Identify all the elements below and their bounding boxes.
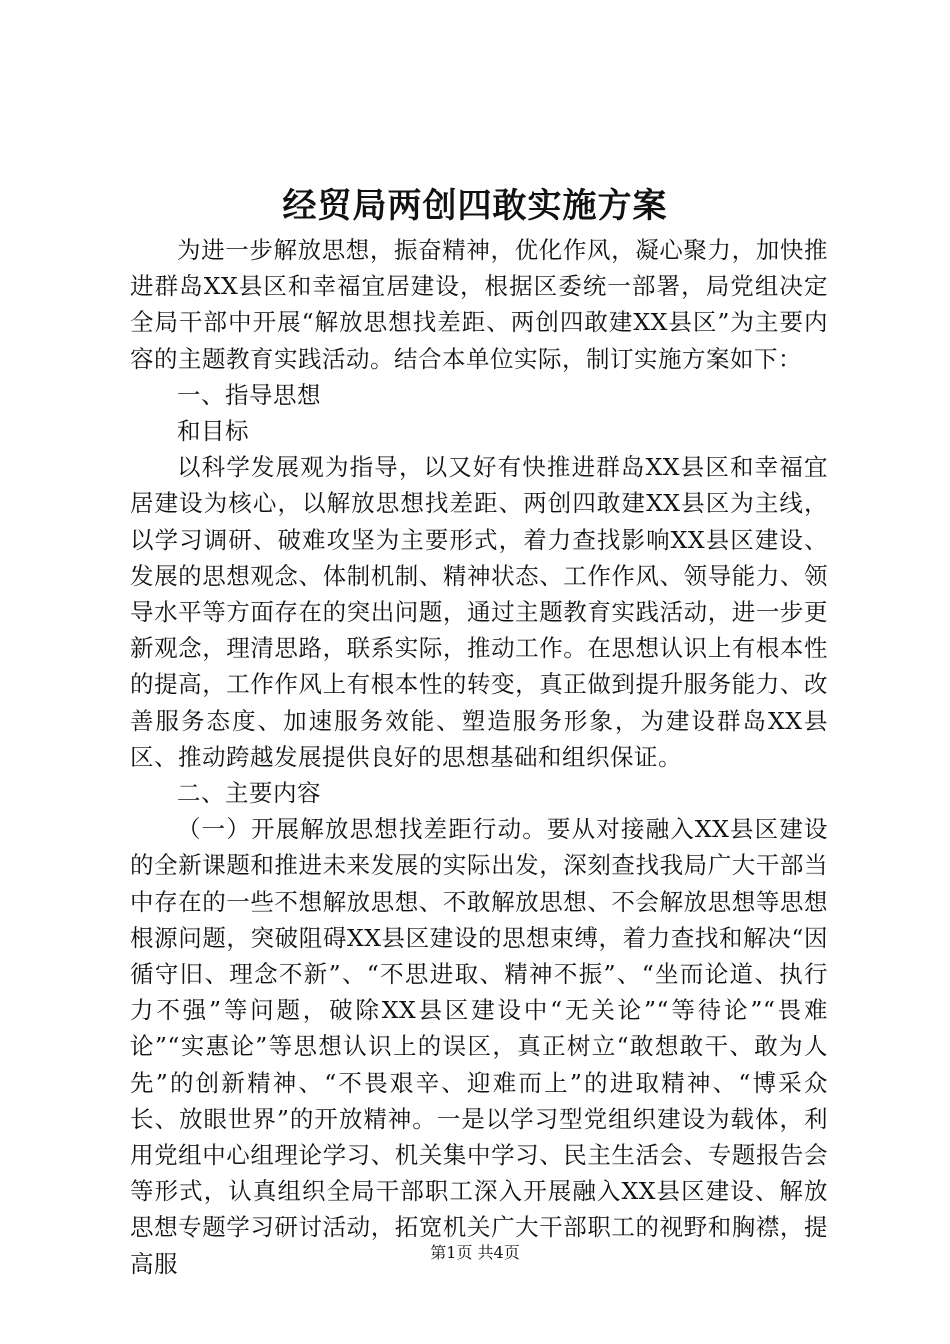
section-heading-guiding-thought: 一、指导思想 <box>177 380 321 409</box>
section-heading-main-content: 二、主要内容 <box>177 779 321 808</box>
intro-paragraph: 为进一步解放思想，振奋精神，优化作风，凝心聚力，加快推进群岛XX县区和幸福宜居建设，根据区委统一部署，局党组决定全局干部中开展“解放思想找差距、两创四敢建XX县区”为主要内容的主题教育实践活动。结合本单位实际，制订实施方案如下： <box>130 236 828 373</box>
document-title: 经贸局两创四敢实施方案 <box>282 186 668 226</box>
page-footer: 第1页 共4页 <box>430 1243 520 1262</box>
document-body <box>130 232 828 1282</box>
section-heading-continuation: 和目标 <box>177 417 249 446</box>
guiding-thought-paragraph: 以科学发展观为指导，以又好有快推进群岛XX县区和幸福宜居建设为核心，以解放思想找差距、两创四敢建XX县区为主线，以学习调研、破难攻坚为主要形式，着力查找影响XX县区建设、发展的思想观念、体制机制、精神状态、工作作风、领导能力、领导水平等方面存在的突出问题，通过主题教育实践活动，进一步更新观念，理清思路，联系实际，推动工作。在思想认识上有根本性的提高，工作作风上有根本性的转变，真正做到提升服务能力、改善服务态度、加速服务效能、塑造服务形象，为建设群岛XX县区、推动跨越发展提供良好的思想基础和组织保证。 <box>130 453 828 771</box>
main-content-paragraph: （一）开展解放思想找差距行动。要从对接融入XX县区建设的全新课题和推进未来发展的实际出发，深刻查找我局广大干部当中存在的一些不想解放思想、不敢解放思想、不会解放思想等思想根源问题，突破阻碍XX县区建设的思想束缚，着力查找和解决“因循守旧、理念不新”、“不思进取、精神不振”、“坐而论道、执行力不强”等问题，破除XX县区建设中“无关论”“等待论”“畏难论”“实惠论”等思想认识上的误区，真正树立“敢想敢干、敢为人先”的创新精神、“不畏艰辛、迎难而上”的进取精神、“博采众长、放眼世界”的开放精神。一是以学习型党组织建设为载体，利用党组中心组理论学习、机关集中学习、民主生活会、专题报告会等形式，认真组织全局干部职工深入开展融入XX县区建设、解放思想专题学习研讨活动，拓宽机关广大干部职工的视野和胸襟，提高服 <box>130 815 828 1278</box>
